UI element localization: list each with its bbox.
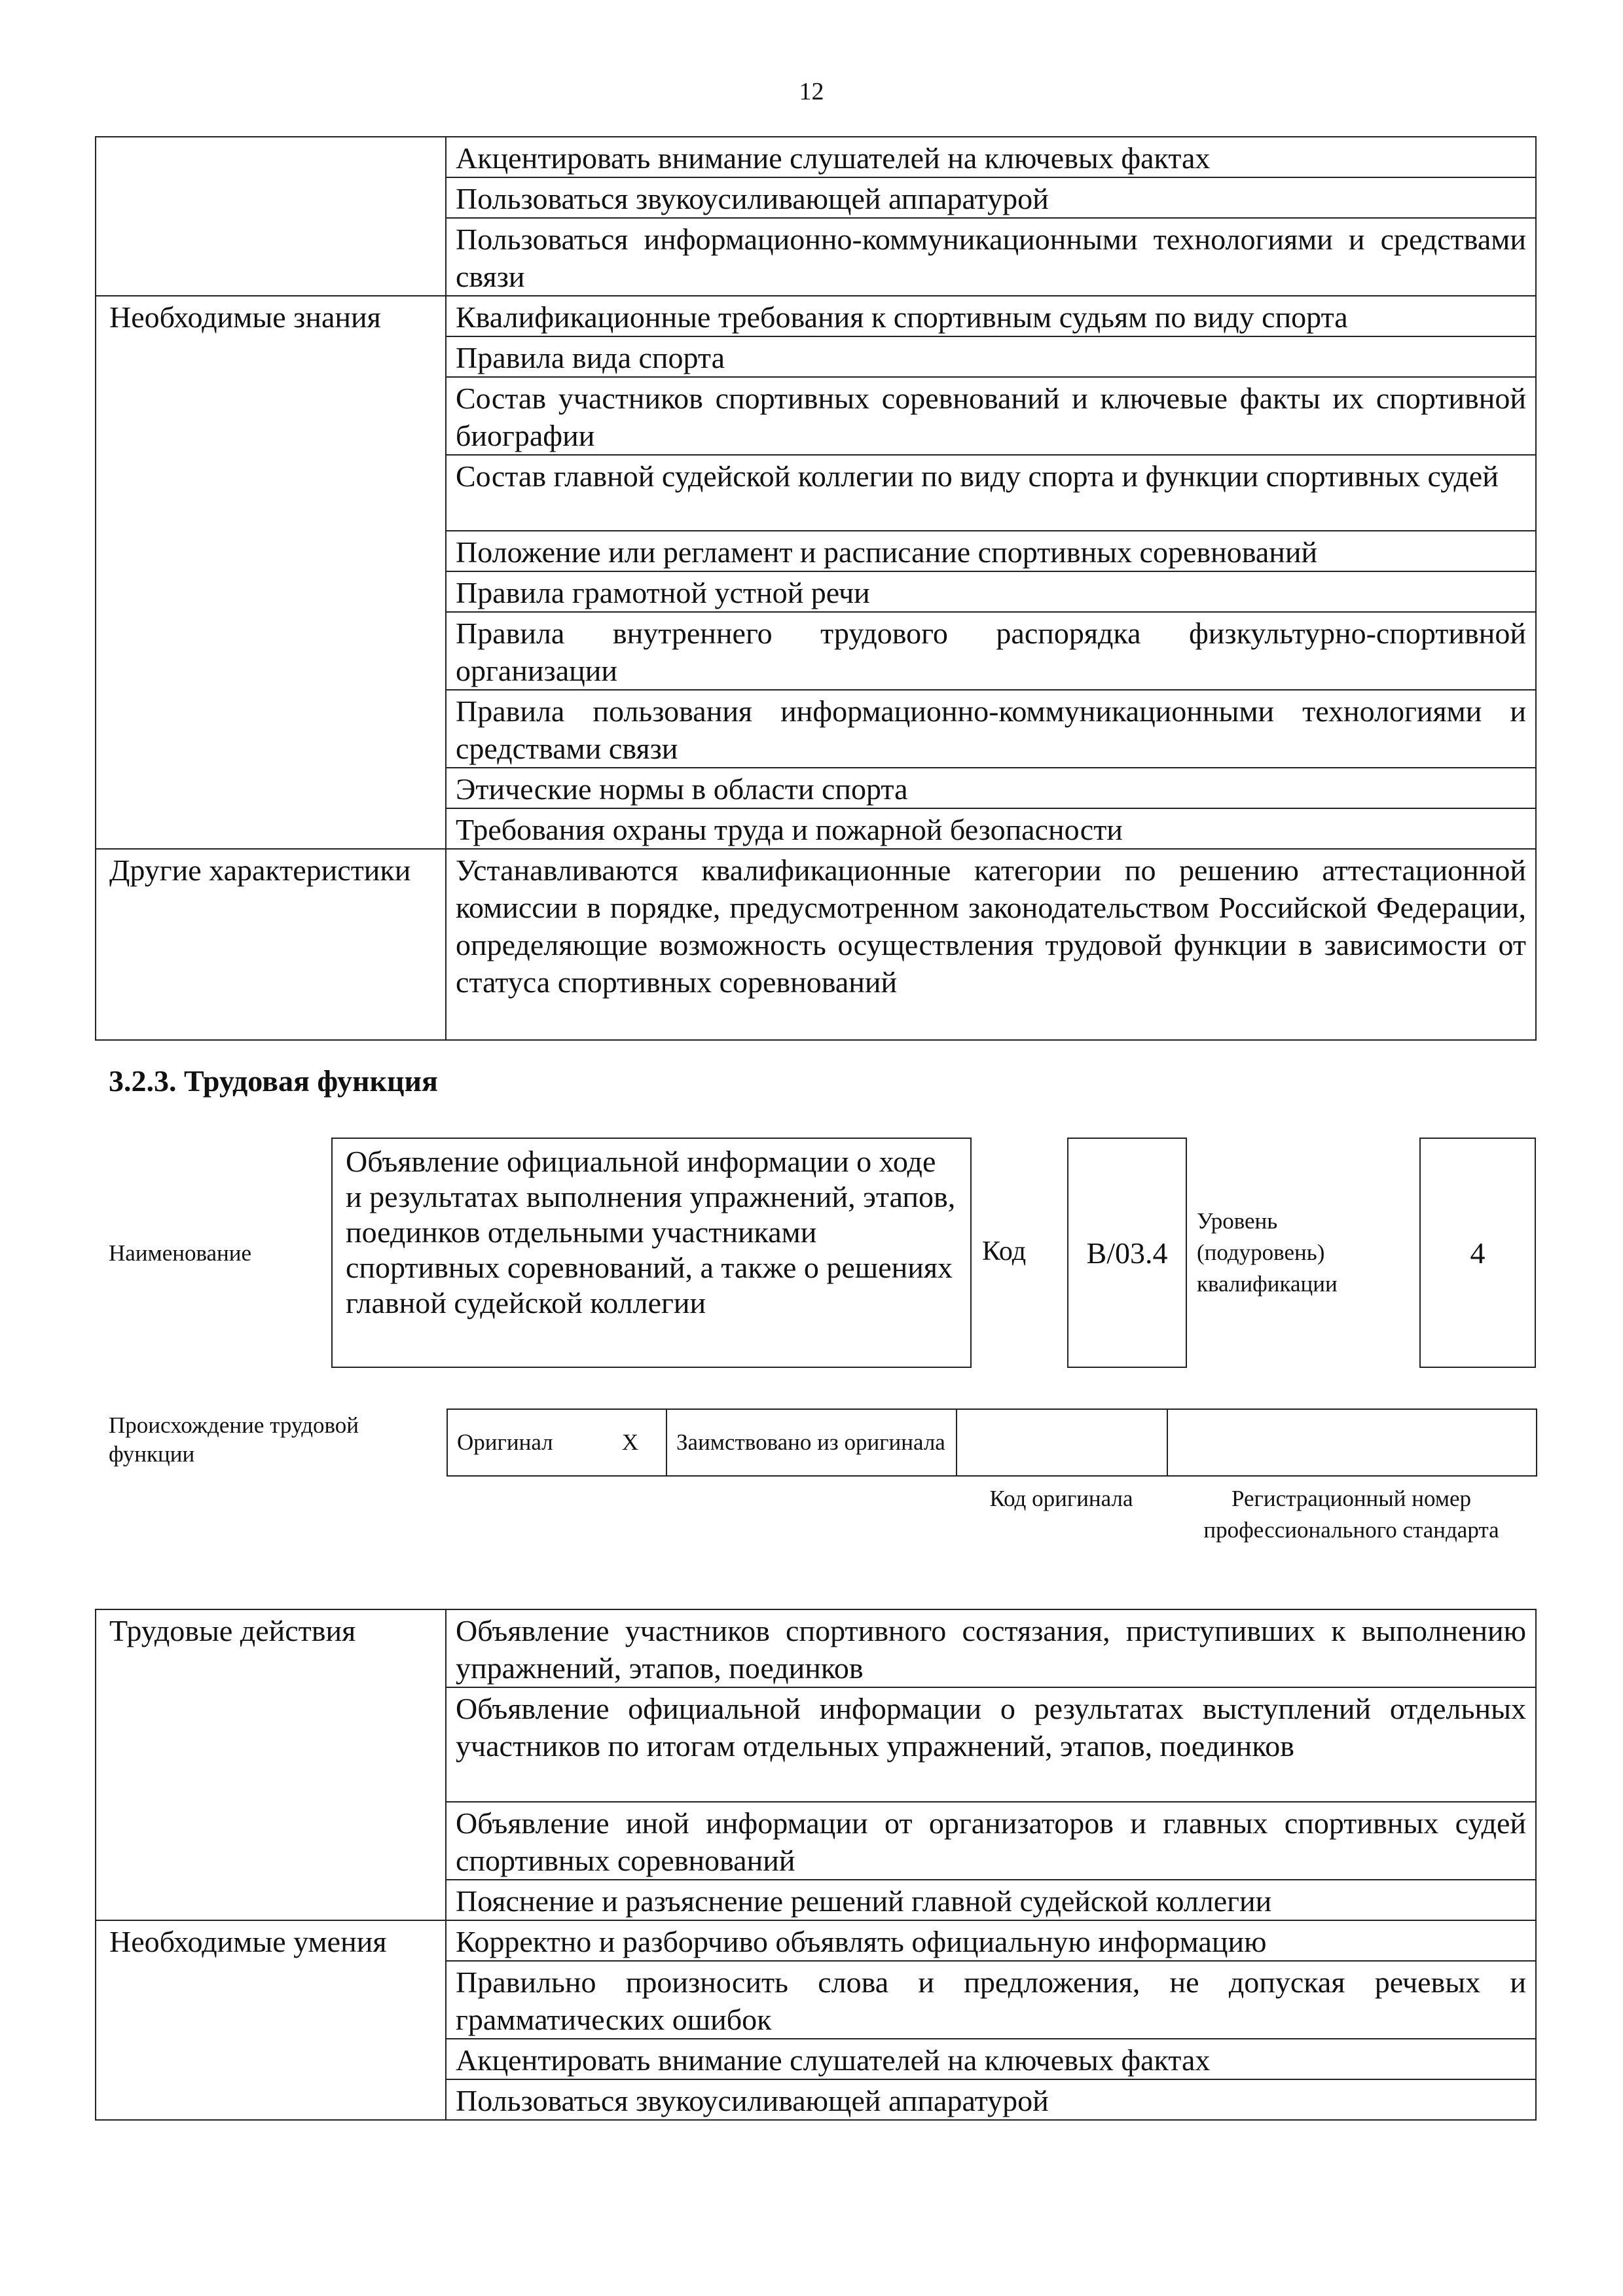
original-code-cell <box>957 1409 1167 1476</box>
requirements-table-bottom <box>95 1609 1537 2121</box>
section-title: 3.2.3. Трудовая функция <box>109 1064 438 1098</box>
table-category: Необходимые знания <box>96 296 446 849</box>
original-mark: X <box>594 1409 666 1476</box>
origin-table <box>447 1408 1537 1477</box>
table-cell: Пользоваться звукоусиливающей аппаратурой <box>446 177 1536 218</box>
table-category: Необходимые умения <box>96 1920 446 2120</box>
original-label: Оригинал <box>447 1409 594 1476</box>
table-cell: Положение или регламент и расписание спортивных соревнований <box>446 531 1536 571</box>
name-label: Наименование <box>109 1240 252 1266</box>
table-cell: Правила грамотной устной речи <box>446 571 1536 612</box>
requirements-table-top <box>95 136 1537 1041</box>
table-cell: Пояснение и разъяснение решений главной судейской коллегии <box>446 1880 1536 1920</box>
table-cell: Объявление официальной информации о результатах выступлений отдельных участников по итогам отдельных упражнений, этапов, поединков <box>446 1687 1536 1802</box>
function-name-box <box>331 1138 972 1368</box>
code-label: Код <box>982 1236 1027 1266</box>
level-label: Уровень (подуровень) квалификации <box>1197 1208 1338 1297</box>
table-cell: Акцентировать внимание слушателей на ключевых фактах <box>446 137 1536 177</box>
table-cell: Объявление иной информации от организаторов и главных спортивных судей спортивных соревнований <box>446 1802 1536 1880</box>
page-number: 12 <box>799 78 824 105</box>
reg-number-cell <box>1167 1409 1537 1476</box>
reg-caption: Регистрационный номер профессионального стандарта <box>1203 1486 1499 1543</box>
table-cell: Квалификационные требования к спортивным судьям по виду спорта <box>446 296 1536 336</box>
table-cell: Состав участников спортивных соревнований и ключевые факты их спортивной биографии <box>446 377 1536 455</box>
table-cell: Корректно и разборчиво объявлять официальную информацию <box>446 1920 1536 1961</box>
code-caption: Код оригинала <box>989 1486 1133 1511</box>
table-category: Трудовые действия <box>96 1609 446 1920</box>
table-cell: Правильно произносить слова и предложения, не допуская речевых и грамматических ошибок <box>446 1961 1536 2039</box>
code-box <box>1067 1138 1187 1368</box>
table-cell: Объявление участников спортивного состязания, приступивших к выполнению упражнений, этапов, поединков <box>446 1609 1536 1687</box>
table-cell: Правила пользования информационно-коммуникационными технологиями и средствами связи <box>446 690 1536 768</box>
table-cell: Пользоваться информационно-коммуникационными технологиями и средствами связи <box>446 218 1536 296</box>
origin-label: Происхождение трудовой функции <box>109 1412 359 1467</box>
function-name: Объявление официальной информации о ходе и результатах выполнения упражнений, этапов, поединков отдельными участниками спортивных соревнований, а также о решениях главной судейской коллегии <box>346 1145 956 1319</box>
level-value: 4 <box>1470 1236 1486 1270</box>
table-cell: Этические нормы в области спорта <box>446 768 1536 808</box>
borrowed-label: Заимствовано из оригинала <box>666 1409 957 1476</box>
table-cell: Устанавливаются квалификационные категории по решению аттестационной комиссии в порядке, предусмотренном законодательством Российской Федерации, определяющие возможность осуществления трудовой функции в зависимости от статуса спортивных соревнований <box>446 849 1536 1040</box>
table-cell: Акцентировать внимание слушателей на ключевых фактах <box>446 2039 1536 2079</box>
code-value: B/03.4 <box>1086 1236 1168 1270</box>
level-box <box>1419 1138 1536 1368</box>
table-cell: Состав главной судейской коллегии по виду спорта и функции спортивных судей <box>446 455 1536 531</box>
table-cell: Пользоваться звукоусиливающей аппаратурой <box>446 2079 1536 2120</box>
table-cell: Требования охраны труда и пожарной безопасности <box>446 808 1536 849</box>
table-category <box>96 137 446 296</box>
table-cell: Правила внутреннего трудового распорядка физкультурно-спортивной организации <box>446 612 1536 690</box>
table-cell: Правила вида спорта <box>446 336 1536 377</box>
table-category: Другие характеристики <box>96 849 446 1040</box>
